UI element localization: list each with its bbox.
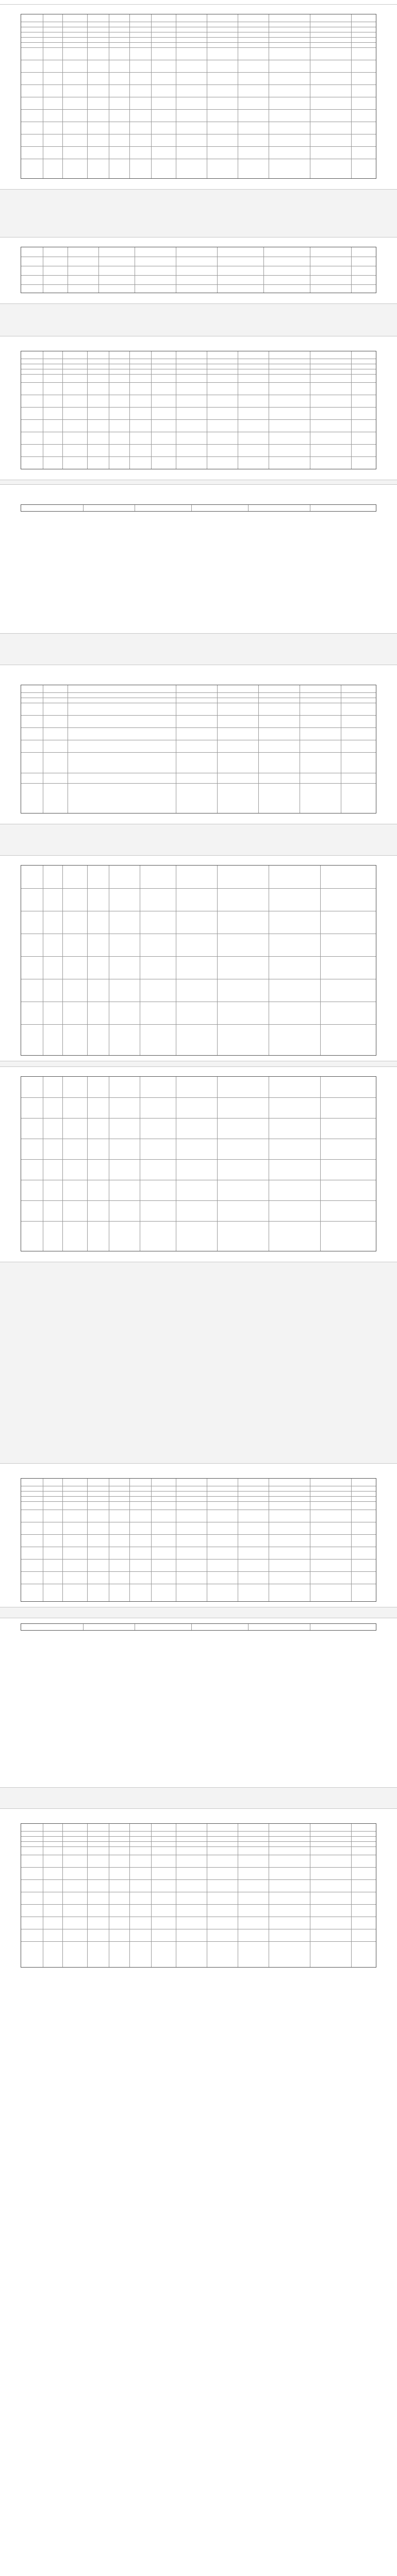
document-page-10	[0, 1808, 397, 2576]
form-table	[21, 14, 376, 179]
document-page-7	[0, 1066, 397, 1262]
document-page-4	[0, 484, 397, 634]
form-table	[21, 504, 376, 512]
form-table	[21, 685, 376, 814]
form-table	[21, 1823, 376, 1968]
document-page-8	[0, 1463, 397, 1607]
form-table	[21, 1076, 376, 1251]
document-page-6	[0, 855, 397, 1061]
document-page-3	[0, 336, 397, 480]
form-table	[21, 1623, 376, 1631]
form-table	[21, 247, 376, 293]
form-table	[21, 351, 376, 469]
document-page-1	[0, 4, 397, 190]
form-table	[21, 865, 376, 1056]
document-page-9	[0, 1618, 397, 1788]
form-table	[21, 1478, 376, 1602]
document-page-5	[0, 665, 397, 824]
document-page-2	[0, 237, 397, 304]
